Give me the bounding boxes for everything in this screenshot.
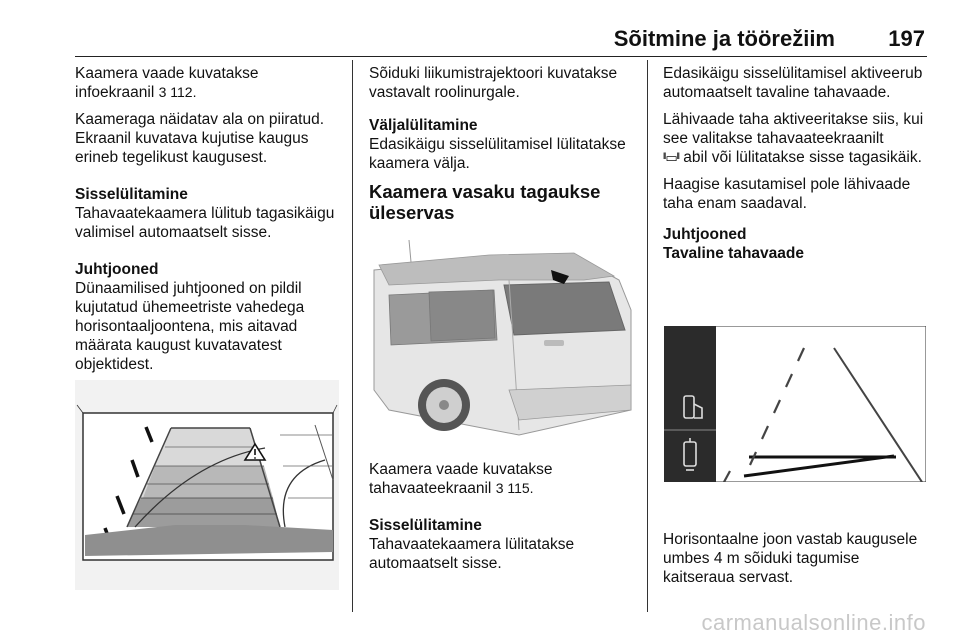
paragraph: Horisontaalne joon vastab kaugusele umbes 4 m sõiduki tagumise kaitseraua servast. xyxy=(663,531,918,586)
paragraph: Haagise kasutamisel pole lähivaade taha enam saadaval. xyxy=(663,176,911,212)
paragraph: Edasikäigu sisselülitamisel aktiveerub automaatselt tavaline tahavaade. xyxy=(663,65,923,101)
paragraph: Lähivaade taha aktiveeritakse siis, kui see valitakse tahavaateekraanilt ᴵᴵ▭ᴵᴵ abil või lülitatakse sisse tagasikäik. xyxy=(663,111,924,166)
column-2 xyxy=(369,64,639,235)
paragraph: Sõiduki liikumistrajektoori kuvatakse vastavalt roolinurgale. xyxy=(369,65,618,101)
paragraph: Kaamera vaade kuvatakse tahavaateekraanil 3 115. xyxy=(369,461,553,497)
section-heading: Juhtjooned xyxy=(75,261,159,278)
paragraph: Kaamera vaade kuvatakse infoekraanil 3 112. xyxy=(75,65,259,101)
column-3-lower xyxy=(663,530,928,595)
van-rear-camera-figure xyxy=(369,240,633,450)
normal-rear-view-figure xyxy=(664,326,926,482)
paragraph: Tahavaatekaamera lülitub tagasikäigu valimisel automaatselt sisse. xyxy=(75,205,335,241)
page-title: Sõitmine ja töörežiim xyxy=(613,26,835,51)
paragraph: Tahavaatekaamera lülitatakse automaatselt sisse. xyxy=(369,536,575,572)
column-2-lower xyxy=(369,460,639,581)
column-divider xyxy=(352,60,353,612)
paragraph: Edasikäigu sisselülitamisel lülitatakse kaamera välja. xyxy=(369,136,626,172)
camera-guidelines-figure xyxy=(75,380,339,590)
sub-heading: Tavaline tahavaade xyxy=(663,245,805,262)
page-number: 197 xyxy=(888,26,925,51)
column-3 xyxy=(663,64,928,263)
section-heading-large: Kaamera vasaku tagaukse üleservas xyxy=(369,181,601,223)
page-reference[interactable]: 3 112. xyxy=(158,84,197,100)
paragraph: Kaameraga näidatav ala on piiratud. Ekraanil kuvatava kujutise kaugus erineb tegelikust kaugusest. xyxy=(75,111,325,166)
page-header xyxy=(75,22,927,57)
paragraph: Dünaamilised juhtjooned on pildil kujutatud ühemeetriste vahedega horisontaaljoontena, mis aitavad määrata kaugust kuvatavatest objektidest. xyxy=(75,280,305,373)
column-1 xyxy=(75,64,343,382)
section-heading: Sisselülitamine xyxy=(75,186,188,203)
section-heading: Juhtjooned xyxy=(663,226,747,243)
camera-button-icon: ᴵᴵ▭ᴵᴵ xyxy=(663,150,679,165)
watermark: carmanualsonline.info xyxy=(701,610,926,635)
page-reference[interactable]: 3 115. xyxy=(495,480,534,496)
section-heading: Väljalülitamine xyxy=(369,117,478,134)
column-divider xyxy=(647,60,648,612)
section-heading: Sisselülitamine xyxy=(369,517,482,534)
